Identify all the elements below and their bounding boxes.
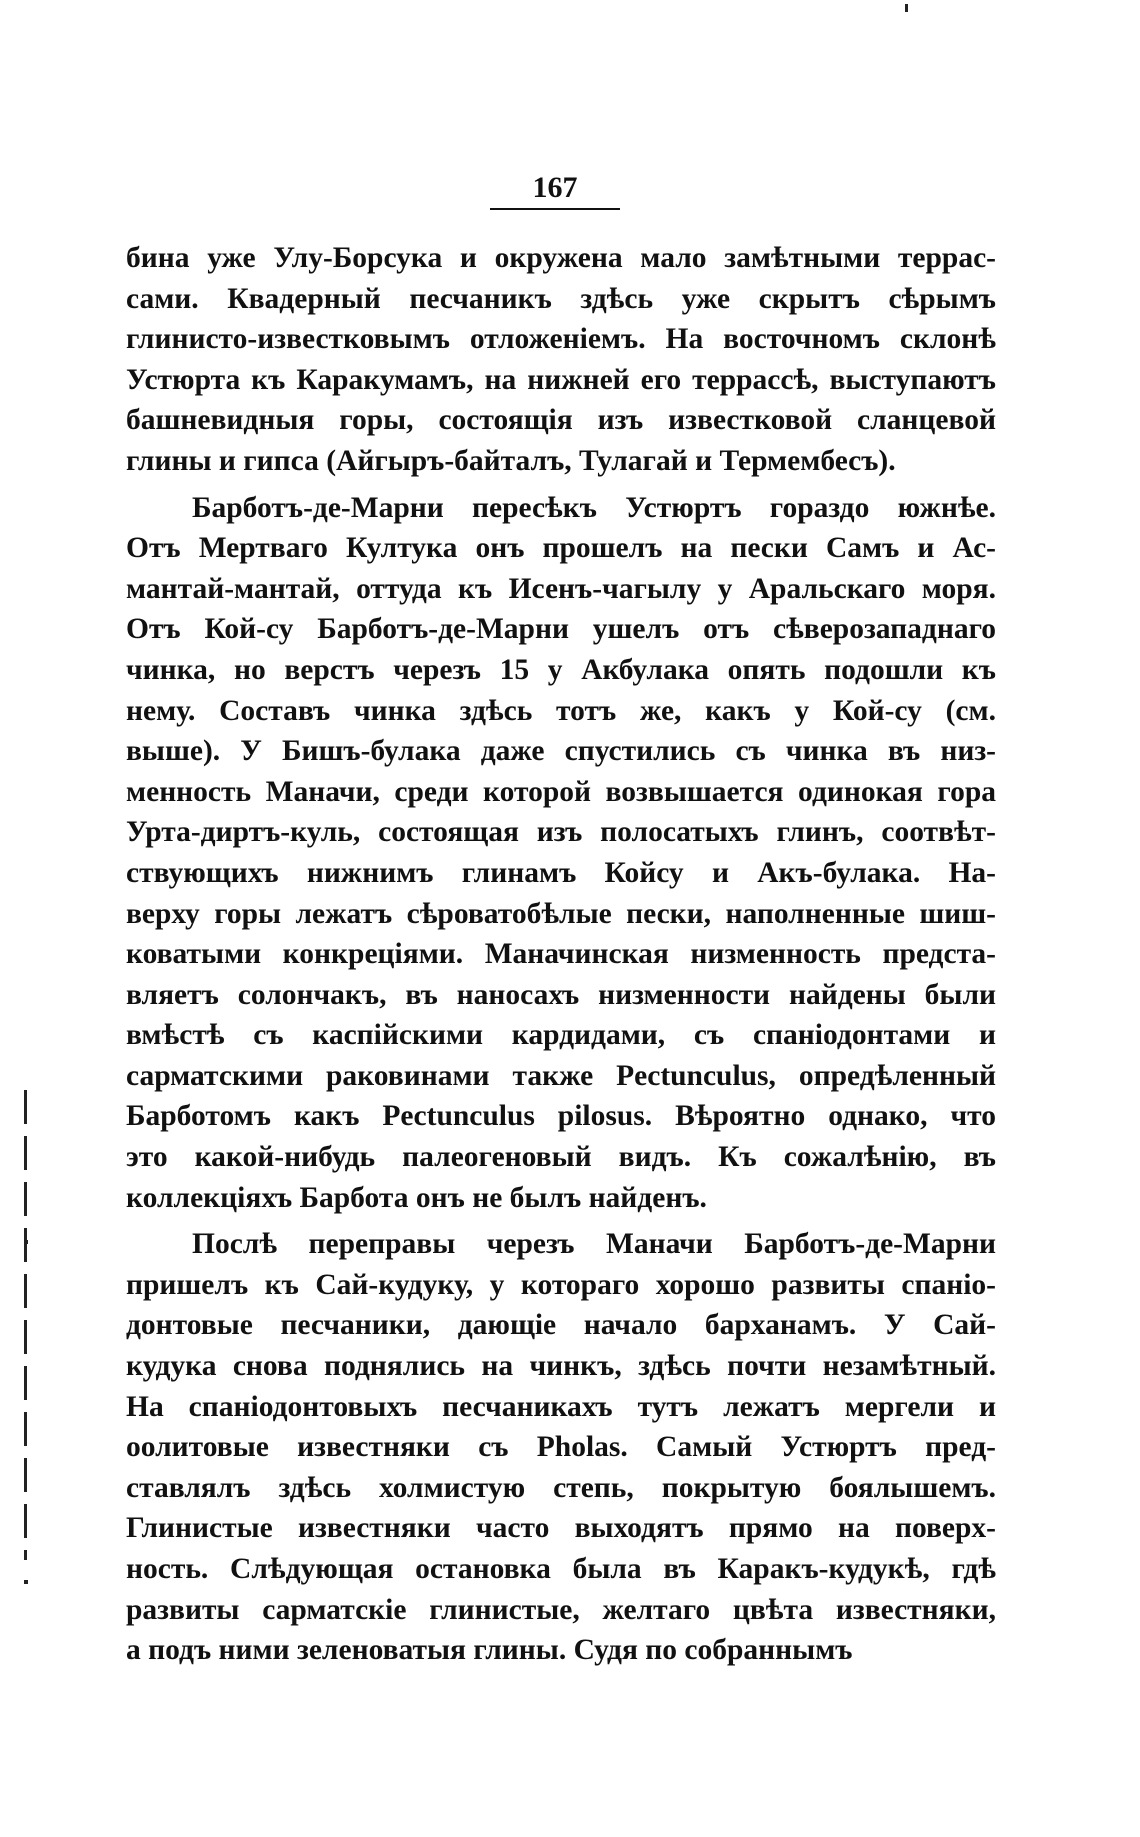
text-line: менность Маначи, среди которой возвышается одинокая гора — [126, 775, 996, 808]
text-line: мантай-мантай, оттуда къ Исенъ-чагылу у Аральскаго моря. — [126, 572, 996, 605]
margin-dot — [24, 1240, 28, 1244]
text-line: глины и гипса (Айгыръ-байталъ, Тулагай и Термембесъ). — [126, 444, 896, 477]
body-text — [126, 238, 996, 1671]
text-line: развиты сарматскіе глинистые, желтаго цвѣта известняки, — [126, 1593, 996, 1626]
paragraph — [126, 488, 996, 1219]
text-line: вляетъ солончакъ, въ наносахъ низменности найдены были — [126, 978, 996, 1011]
text-line: глинисто-известковымъ отложеніемъ. На восточномъ склонѣ — [126, 323, 996, 356]
text-line: это какой-нибудь палеогеновый видъ. Къ сожалѣнію, въ — [126, 1141, 996, 1174]
text-line: ствующихъ нижнимъ глинамъ Койсу и Акъ-булака. На- — [126, 856, 996, 889]
text-line: Урта-диртъ-куль, состоящая изъ полосатыхъ глинъ, соотвѣт- — [126, 816, 996, 849]
scan-mark — [905, 4, 908, 12]
text-line: ставлялъ здѣсь холмистую степь, покрытую боялышемъ. — [126, 1471, 996, 1504]
text-line: кудука снова поднялись на чинкъ, здѣсь почти незамѣтный. — [126, 1350, 996, 1383]
binding-margin-line — [24, 1090, 27, 1560]
text-line: сами. Квадерный песчаникъ здѣсь уже скрытъ сѣрымъ — [126, 282, 996, 315]
text-line: Барботъ-де-Марни пересѣкъ Устюртъ гораздо южнѣе. — [192, 491, 996, 524]
text-line: ность. Слѣдующая остановка была въ Каракъ-кудукѣ, гдѣ — [126, 1553, 996, 1585]
text-line: Послѣ переправы черезъ Маначи Барботъ-де-Марни — [192, 1228, 996, 1261]
text-line: На спаніодонтовыхъ песчаникахъ тутъ лежатъ мергели и — [126, 1390, 996, 1423]
text-line: чинка, но верстъ черезъ 15 у Акбулака опять подошли къ — [126, 653, 996, 686]
text-line: выше). У Бишъ-булака даже спустились съ чинка въ низ- — [126, 735, 996, 768]
text-line: Устюрта къ Каракумамъ, на нижней его террассѣ, выступаютъ — [126, 363, 996, 396]
page-number: 167 — [532, 171, 578, 204]
text-line: коллекціяхъ Барбота онъ не былъ найденъ. — [126, 1181, 707, 1214]
text-line: пришелъ къ Сай-кудуку, у котораго хорошо развиты спаніо- — [126, 1268, 996, 1301]
paragraph — [126, 238, 996, 482]
text-line: нему. Составъ чинка здѣсь тотъ же, какъ у Кой-су (см. — [126, 694, 996, 727]
page-number-rule — [490, 208, 620, 210]
text-line: сарматскими раковинами также Pectunculus, опредѣленный — [126, 1059, 996, 1092]
text-line: башневидныя горы, состоящія изъ известковой сланцевой — [126, 404, 996, 437]
text-line: Отъ Мертваго Култука онъ прошелъ на пески Самъ и Ас- — [126, 532, 996, 565]
text-line: донтовые песчаники, дающіе начало барханамъ. У Сай- — [126, 1309, 996, 1342]
text-line: вмѣстѣ съ каспійскими кардидами, съ спаніодонтами и — [126, 1019, 996, 1052]
text-line: Отъ Кой-су Барботъ-де-Марни ушелъ отъ сѣверозападнаго — [126, 613, 996, 646]
text-line: бина уже Улу-Борсука и окружена мало замѣтными террас- — [126, 242, 996, 274]
text-line: Барботомъ какъ Pectunculus pilosus. Вѣроятно однако, что — [126, 1100, 996, 1133]
margin-dot — [24, 1580, 28, 1584]
text-line: оолитовые известняки съ Pholas. Самый Устюртъ пред- — [126, 1431, 996, 1464]
text-line: а подъ ними зеленоватыя глины. Судя по собраннымъ — [126, 1634, 853, 1667]
text-line: верху горы лежатъ сѣроватобѣлые пески, наполненные шиш- — [126, 897, 996, 930]
text-line: коватыми конкреціями. Маначинская низменность предста- — [126, 938, 996, 971]
text-line: Глинистые известняки часто выходятъ прямо на поверх- — [126, 1512, 996, 1545]
paragraph — [126, 1224, 996, 1671]
